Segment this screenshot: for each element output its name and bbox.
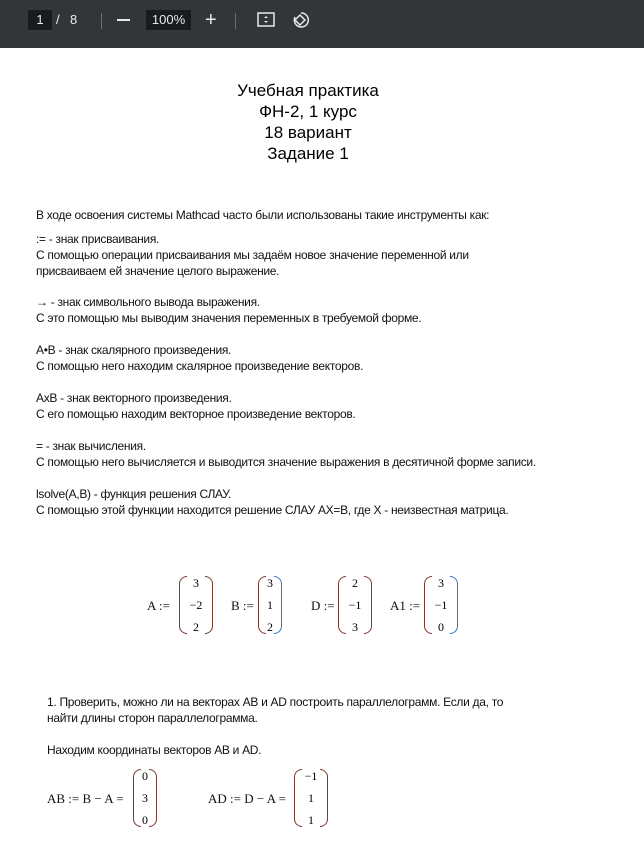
cell: 1	[267, 598, 273, 612]
ab-expression: AB := B − A =	[47, 791, 124, 806]
pdf-toolbar	[0, 0, 644, 48]
text-line: 1. Проверить, можно ли на векторах AB и AD построить параллелограмм. Если да, то	[47, 695, 504, 709]
cell: 0	[142, 813, 148, 827]
text-line: Находим координаты векторов AB и AD.	[47, 743, 262, 757]
divider	[101, 13, 102, 29]
vector-a	[179, 576, 213, 634]
cell: 2	[267, 620, 273, 634]
zoom-in-button[interactable]: +	[205, 9, 217, 31]
text-line: найти длины сторон параллелограмма.	[47, 711, 258, 725]
text-line: присваиваем ей значение целого выражение.	[36, 264, 280, 278]
cell: 2	[352, 576, 358, 590]
cell: 0	[142, 769, 148, 783]
page-total: 8	[70, 12, 78, 27]
text-line: С помощью него находим скалярное произведение векторов.	[36, 359, 364, 373]
rotate-button[interactable]	[292, 11, 310, 32]
cell: 3	[193, 576, 199, 590]
zoom-input[interactable]: 100%	[146, 10, 191, 30]
cell: 2	[193, 620, 199, 634]
cell: 1	[308, 791, 314, 805]
document-title	[0, 80, 616, 164]
vector-d-label: D :=	[311, 598, 335, 613]
cell: −1	[434, 598, 448, 612]
vector-a1-label: A1 :=	[390, 598, 421, 613]
ad-expression: AD := D − A =	[208, 791, 286, 806]
page-number-input[interactable]: 1	[28, 10, 52, 30]
text-line: С помощью операции присваивания мы задаём новое значение переменной или	[36, 248, 469, 262]
text-line: В ходе освоения системы Mathcad часто были использованы такие инструменты как:	[36, 208, 490, 222]
cell: 0	[438, 620, 444, 634]
vector-ad	[294, 769, 328, 827]
text-line: = - знак вычисления.	[36, 439, 146, 453]
vector-b-label: B :=	[231, 598, 254, 613]
vector-a1	[424, 576, 458, 634]
text-line: С это помощью мы выводим значения переменных в требуемой форме.	[36, 311, 422, 325]
title-line: 18 вариант	[264, 123, 352, 142]
text-line: С помощью него вычисляется и выводится значение выражения в десятичной форме записи.	[36, 455, 536, 469]
cell: 3	[142, 791, 148, 805]
title-line: ФН-2, 1 курс	[259, 102, 357, 121]
cell: −2	[189, 598, 203, 612]
text-line: С его помощью находим векторное произведение векторов.	[36, 407, 356, 421]
title-line: Учебная практика	[237, 81, 379, 100]
cell: −1	[348, 598, 362, 612]
vector-a-label: A :=	[147, 598, 170, 613]
cell: 3	[352, 620, 358, 634]
fit-page-button[interactable]	[257, 12, 275, 31]
vector-d	[338, 576, 372, 634]
page-separator: /	[56, 12, 60, 27]
vector-b	[258, 576, 282, 634]
divider	[235, 13, 236, 29]
text-line: lsolve(A,B) - функция решения СЛАУ.	[36, 487, 231, 501]
fit-page-icon	[257, 12, 275, 28]
cell: 3	[267, 576, 273, 590]
zoom-out-button[interactable]	[117, 19, 130, 21]
text-line: AxB - знак векторного произведения.	[36, 391, 232, 405]
text-line: С помощью этой функции находится решение СЛАУ AX=B, где X - неизвестная матрица.	[36, 503, 509, 517]
text-line: A•B - знак скалярного произведения.	[36, 343, 232, 357]
pdf-page	[0, 48, 644, 852]
cell: −1	[304, 769, 318, 783]
text-line: := - знак присваивания.	[36, 232, 160, 246]
cell: 1	[308, 813, 314, 827]
vector-ab	[133, 769, 157, 827]
cell: 3	[438, 576, 444, 590]
title-line: Задание 1	[267, 144, 349, 163]
text-line: → - знак символьного вывода выражения.	[36, 295, 260, 309]
rotate-icon	[292, 11, 310, 29]
